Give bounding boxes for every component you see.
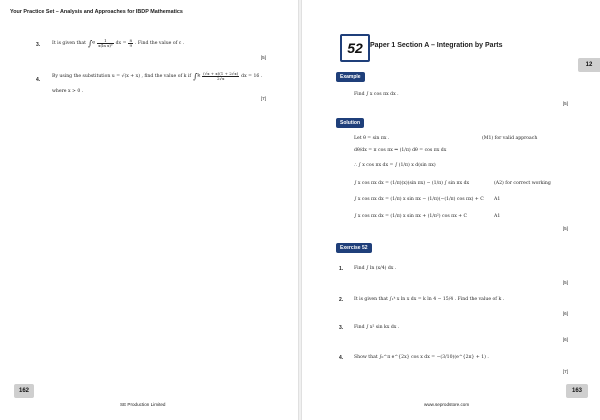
page-number: 163 (566, 384, 588, 398)
marks: [6] (562, 311, 568, 316)
exercise-text: Find ∫ ln (x/4) dx . (354, 266, 397, 271)
example-question: Find ∫ x cos πx dx . (354, 92, 399, 97)
exercise-text: Find ∫ x² sin kx dx . (354, 325, 400, 330)
marks: [5] (562, 226, 568, 231)
marks: [5] (260, 55, 266, 60)
marking-note: (A2) for correct working (494, 181, 551, 186)
marks: [5] (562, 280, 568, 285)
marking-note: (M1) for valid approach (482, 136, 538, 141)
side-chapter-tab: 12 (578, 58, 600, 72)
question-3-text: It is given that ∫ᵉ $\frac{1}{\text{x(ln x)²}}$ dx = $\frac{8}{9}$ . Find the value of c . (52, 38, 185, 48)
question-number: 3. (36, 42, 41, 48)
solution-line: Let θ = sin πx . (354, 136, 390, 141)
exercise-number: 3. (339, 325, 344, 331)
solution-line: ∴ ∫ x cos πx dx = ∫ (1/π) x d(sin πx) (354, 163, 436, 168)
exercise-label: Exercise 52 (336, 243, 372, 253)
exercise-number: 4. (339, 355, 344, 361)
marks: [6] (562, 337, 568, 342)
marking-note: A1 (494, 197, 501, 202)
solution-line: ∫ x cos πx dx = (1/π) x sin πx + (1/π²) cos πx + C (354, 214, 468, 219)
page-number: 162 (14, 384, 34, 398)
exercise-number: 2. (339, 297, 344, 303)
marks: [7] (260, 96, 266, 101)
question-4-text: By using the substitution u = √(x + x) , find the value of k if ∫ᵏ $\frac{(√x + x)(1 + 2√x)}{2√x}$ dx = 16 . (52, 71, 263, 81)
website-footer: www.seprodstore.com (424, 402, 470, 407)
question-number: 4. (36, 77, 41, 83)
solution-line: ∫ x cos πx dx = (1/π)(x)(sin πx) − (1/π) ∫ sin πx dx (354, 181, 470, 186)
exercise-number: 1. (339, 266, 344, 272)
solution-line: ∫ x cos πx dx = (1/π) x sin πx − (1/π)(−(1/π) cos πx) + C (354, 197, 484, 202)
exercise-text: Show that ∫₀^π e^{2x} cos x dx = −(3/10)(e^{2π} + 1) . (354, 355, 489, 360)
left-page (0, 0, 298, 420)
solution-line: dθ/dx = π cos πx ⇒ (1/π) dθ = cos πx dx (354, 148, 447, 153)
example-label: Example (336, 72, 365, 82)
marks: [5] (562, 101, 568, 106)
marks: [7] (562, 369, 568, 374)
chapter-title: Paper 1 Section A – Integration by Parts (370, 42, 503, 49)
exercise-text: It is given that ∫₁ᵏ x ln x dx = k ln 4 − 15/4 . Find the value of k . (354, 297, 505, 302)
solution-label: Solution (336, 118, 364, 128)
question-4-condition: where x > 0 . (52, 89, 84, 94)
chapter-number-box: 52 (340, 34, 370, 62)
publisher-footer: SE Production Limited (120, 402, 166, 407)
marking-note: A1 (494, 214, 501, 219)
running-header: Your Practice Set – Analysis and Approaches for IBDP Mathematics (10, 9, 183, 15)
